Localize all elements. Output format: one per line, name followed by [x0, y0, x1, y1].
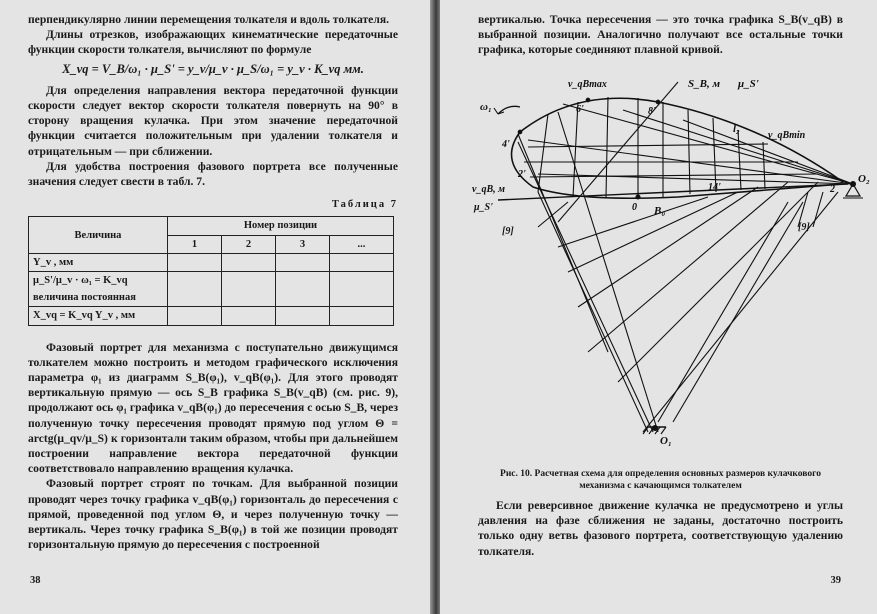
- paragraph: Длины отрезков, изображающих кинематические передаточные функции скорости толкателя, вычисляют по формуле: [28, 28, 398, 57]
- label-bracket-9-left: [9]: [502, 226, 514, 237]
- label-6: 6': [576, 104, 584, 115]
- label-l2: l₂: [733, 123, 740, 135]
- label-zero: 0: [632, 202, 637, 213]
- label-14: 14': [708, 182, 721, 193]
- label-o2: O₂: [858, 173, 870, 185]
- paragraph: Для определения направления вектора передаточной функции скорости следует вектор скорости толкателя повернуть на 90° в сторону вращения кулачка. При этом значение передаточной функции считается положительным при удалении толкателя и отрицательным — при сближении.: [28, 83, 398, 158]
- label-2: 2: [830, 184, 835, 195]
- label-2prime: 2': [518, 169, 526, 180]
- right-page: [440, 0, 877, 614]
- figure-10-diagram: [458, 52, 868, 467]
- label-sb: S_B, м: [688, 78, 720, 90]
- label-vqbmin: v_qBmin: [768, 130, 806, 141]
- right-top-text: [478, 12, 843, 58]
- figure-caption: [478, 468, 843, 492]
- table-group-header: Номер позиции: [168, 217, 394, 235]
- label-omega: ω₁: [480, 101, 492, 113]
- table-position: ...: [329, 235, 393, 253]
- label-bracket-9-right: [9]: [798, 222, 810, 233]
- label-b0: B₀: [654, 205, 666, 217]
- table-row-label: X_vq = K_vq Y_v , мм: [29, 307, 168, 325]
- formula: X_vq = V_B/ω₁ · μ_S' = y_v/μ_v · μ_S/ω₁ = y_v · K_vq мм.: [62, 61, 364, 76]
- table-row-label: величина постоянная: [29, 289, 168, 307]
- label-8: 8': [648, 106, 656, 117]
- paragraph: Фазовый портрет для механизма с поступательно движущимся толкателем можно построить и методом графического исключения параметра φ₁ из диаграмм S_B(φ₁), v_qB(φ₁). Для этого проводят вертикальную прямую — ось S_B графика S_B(v_qB) (см. рис. 9), продолжают ось φ₁ графика v_qB(φ₁) до пересечения с осью S_B, через полученную точку пересечения проводят прямую под углом Θ = arctg(μ_qv/μ_S) к горизонтали таким образом, чтобы при дальнейшем построении направление вектора передаточной функции соответствовало направлению вращения кулачка.: [28, 340, 398, 476]
- table-position: 3: [275, 235, 329, 253]
- paragraph: Если реверсивное движение кулачка не предусмотрено и углы давления на фазе сближения не заданы, достаточно построить только одну ветвь фазового портрета, соответствующую удалению толкателя.: [478, 499, 843, 558]
- caption-number: Рис. 10.: [500, 469, 533, 479]
- table-row-label: Y_v , мм: [29, 253, 168, 271]
- label-o1: O₁: [660, 435, 672, 447]
- table-7: [28, 216, 394, 325]
- paragraph: вертикалью. Точка пересечения — это точка графика S_B(v_qB) в выбранной позиции. Аналогично получают все остальные точки графика, которые соединяют плавной кривой.: [478, 13, 843, 57]
- paragraph: Для удобства построения фазового портрета все полученные значения следует свести в табл. 7.: [28, 159, 398, 189]
- table-position: 2: [221, 235, 275, 253]
- table-row-label: μ_S'/μ_v · ω₁ = K_vq: [29, 272, 168, 290]
- label-vqbm: v_qB, м: [472, 184, 505, 195]
- table-caption: Таблица 7: [331, 199, 398, 211]
- caption-text: Расчетная схема для определения основных размеров кулачкового механизма с качающимся толкателем: [534, 469, 821, 491]
- paragraph: Фазовый портрет строят по точкам. Для выбранной позиции проводят через точку графика v_qB(φ₁) горизонталь до пересечения с прямой, проведенной под углом Θ, и через полученную точку — вертикаль. Через точку графика S_B(φ₁) в той же позиции проводят горизонтальную прямую до пересечения с построенной: [28, 477, 398, 552]
- paragraph: перпендикулярно линии перемещения толкателя и вдоль толкателя.: [28, 13, 390, 26]
- right-bottom-text: [478, 498, 843, 559]
- page-number: 38: [30, 575, 41, 586]
- label-mus: μ_S': [738, 78, 759, 90]
- table-col-header: Величина: [29, 217, 168, 253]
- label-mus2: μ_S': [474, 202, 493, 213]
- label-vqbmax: v_qBmax: [568, 79, 607, 90]
- label-4: 4': [502, 139, 510, 150]
- left-column: [28, 12, 398, 553]
- table-position: 1: [168, 235, 222, 253]
- left-page: [0, 0, 432, 614]
- page-number: 39: [830, 575, 841, 586]
